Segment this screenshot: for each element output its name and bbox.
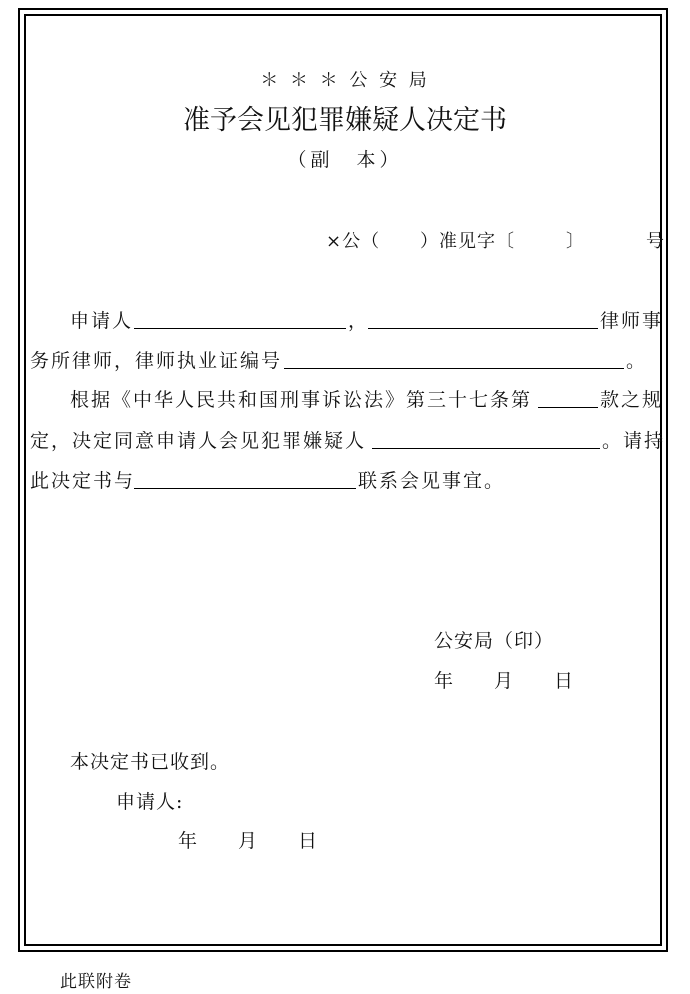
applicant-label: 申请人 <box>70 310 134 332</box>
legal-basis-text: 根据《中华人民共和国刑事诉讼法》第三十七条第 <box>70 389 533 411</box>
agency-name: ＊ ＊ ＊ 公 安 局 <box>260 70 430 91</box>
contact-unit-blank[interactable] <box>134 488 356 489</box>
line2-period: 。 <box>626 350 648 372</box>
contact-suffix: 联系会见事宜。 <box>358 470 506 492</box>
license-number-label: 务所律师，律师执业证编号 <box>30 350 283 372</box>
receipt-date: 年 月 日 <box>178 830 319 852</box>
license-number-blank[interactable] <box>284 368 624 369</box>
law-firm-suffix: 律师事 <box>600 310 664 332</box>
doc-number-prefix: ×公（ <box>326 231 381 252</box>
decision-suffix: 。请持 <box>602 430 666 452</box>
seal-label: 公安局（印） <box>434 630 555 652</box>
suspect-name-blank[interactable] <box>372 448 600 449</box>
legal-basis-suffix: 款之规 <box>600 389 664 411</box>
receipt-confirmation: 本决定书已收到。 <box>70 751 231 773</box>
clause-number-blank[interactable] <box>538 407 598 408</box>
signature-date: 年 月 日 <box>434 670 575 692</box>
copy-label: （副 本） <box>287 149 403 171</box>
copy-note: 此联附卷 <box>60 972 132 992</box>
contact-text: 此决定书与 <box>30 470 136 492</box>
doc-number-suffix: 号 <box>646 231 665 252</box>
doc-number-mid: ）准见字〔 <box>420 231 515 252</box>
decision-text: 定，决定同意申请人会见犯罪嫌疑人 <box>30 430 367 452</box>
law-firm-blank[interactable] <box>368 328 598 329</box>
comma: ， <box>348 310 370 332</box>
receipt-applicant-label: 申请人: <box>116 791 184 813</box>
applicant-name-blank[interactable] <box>134 328 346 329</box>
doc-number-close: 〕 <box>566 231 585 252</box>
document-title: 准予会见犯罪嫌疑人决定书 <box>183 105 507 136</box>
